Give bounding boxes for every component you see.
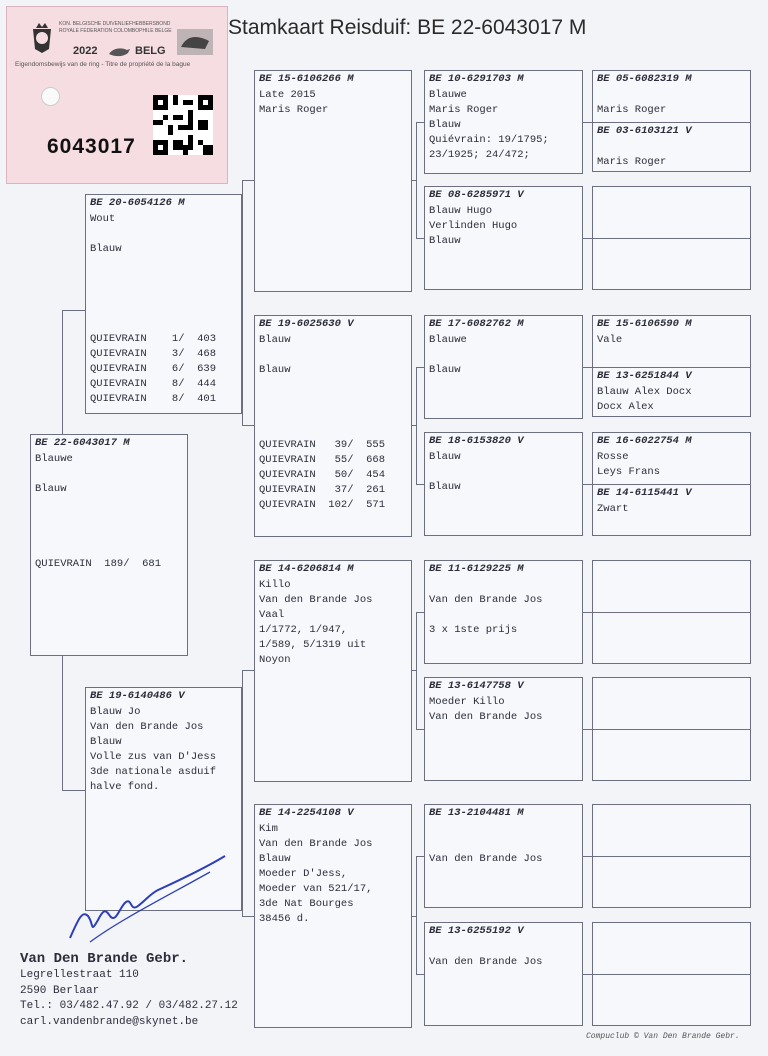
- info-line: QUIEVRAIN 55/ 668: [259, 454, 386, 466]
- ring-number: BE 16-6022754 M: [597, 435, 692, 447]
- pedigree-box-mm: [254, 804, 412, 1028]
- pedigree-box-g5-1: [592, 70, 751, 172]
- info-line: [425, 837, 582, 852]
- info-line: 1/589, 5/1319 uit: [259, 639, 367, 651]
- info-line: Blauw: [90, 736, 122, 748]
- info-line: Blauw: [429, 235, 461, 247]
- info-line: QUIEVRAIN 3/ 468: [90, 348, 217, 360]
- ring-number: BE 19-6025630 V: [259, 318, 354, 330]
- info-line: [255, 423, 411, 438]
- info-line: QUIEVRAIN 189/ 681: [35, 558, 162, 570]
- pigeon-info: [425, 204, 582, 249]
- info-line: Maris Roger: [597, 156, 667, 168]
- info-line: Leys Frans: [597, 466, 661, 478]
- ring-country: BELG: [135, 45, 166, 57]
- ring-number: BE 19-6140486 V: [90, 690, 185, 702]
- pedigree-box-g5-3: [592, 315, 751, 417]
- ring-number: BE 08-6285971 V: [429, 189, 524, 201]
- pedigree-box-mmm: [424, 922, 583, 1026]
- qr-code: [153, 95, 213, 155]
- info-line: [86, 302, 241, 317]
- info-line: Maris Roger: [259, 104, 329, 116]
- info-line: Van den Brande Jos: [259, 838, 373, 850]
- info-line: Van den Brande Jos: [259, 594, 373, 606]
- ring-number: BE 05-6082319 M: [597, 73, 692, 85]
- pedigree-box-ffm: [424, 186, 583, 290]
- pigeons-emblem: [175, 27, 215, 57]
- info-line: [593, 88, 750, 103]
- pedigree-box-mmf: [424, 804, 583, 908]
- info-line: Blauw: [259, 334, 291, 346]
- info-line: Quiévrain: 19/1795;: [429, 134, 549, 146]
- info-line: Wout: [90, 213, 116, 225]
- ring-certificate: [6, 6, 228, 184]
- pigeon-info: [425, 695, 582, 725]
- info-line: Blauw: [429, 451, 461, 463]
- info-line: [86, 227, 241, 242]
- info-line: [593, 140, 750, 155]
- info-line: QUIEVRAIN 8/ 401: [90, 393, 217, 405]
- info-line: 3de nationale asduif: [90, 766, 217, 778]
- pigeon-info: [593, 333, 750, 348]
- pigeon-icon: [107, 45, 131, 59]
- owner-phone: Tel.: 03/482.47.92 / 03/482.27.12: [20, 1000, 238, 1012]
- ring-year: 2022: [73, 45, 98, 57]
- footer-credit: Compuclub © Van Den Brande Gebr.: [586, 1032, 740, 1041]
- info-line: [425, 348, 582, 363]
- pedigree-box-mfm: [424, 677, 583, 781]
- info-line: Blauw Hugo: [429, 205, 493, 217]
- info-line: Verlinden Hugo: [429, 220, 518, 232]
- pigeon-info: [593, 140, 750, 170]
- pedigree-box-g5-5: [592, 560, 751, 664]
- federation-nl: KON. BELGISCHE DUIVENLIEFHEBBERSBOND: [59, 21, 171, 27]
- pigeon-info: [593, 88, 750, 118]
- pedigree-box-father: [85, 194, 242, 414]
- info-line: Blauw: [259, 364, 291, 376]
- pedigree-box-subject: [30, 434, 188, 656]
- ring-number: BE 14-2254108 V: [259, 807, 354, 819]
- pigeon-info: [255, 88, 411, 118]
- info-line: [31, 512, 187, 527]
- federation-fr: ROYALE FEDERATION COLOMBOPHILE BELGE: [59, 28, 172, 34]
- info-line: [255, 378, 411, 393]
- owner-email: carl.vandenbrande@skynet.be: [20, 1015, 199, 1028]
- info-line: Blauwe: [429, 89, 467, 101]
- info-line: [425, 822, 582, 837]
- ring-number: BE 14-6115441 V: [597, 487, 692, 499]
- info-line: Blauw: [259, 853, 291, 865]
- info-line: [86, 287, 241, 302]
- ring-caption: Eigendomsbewijs van de ring - Titre de propriété de la bague: [15, 61, 191, 68]
- ring-number: BE 15-6106590 M: [597, 318, 692, 330]
- owner-city: 2590 Berlaar: [20, 984, 100, 997]
- info-line: Van den Brande Jos: [429, 956, 543, 968]
- info-line: [255, 408, 411, 423]
- ring-number: BE 20-6054126 M: [90, 197, 185, 209]
- pigeon-info: [255, 822, 411, 927]
- owner-name: Van Den Brande Gebr.: [20, 951, 189, 967]
- pigeon-info: [425, 578, 582, 638]
- info-line: Vale: [597, 334, 623, 346]
- info-line: Moeder van 521/17,: [259, 883, 373, 895]
- info-line: Moeder Killo: [429, 696, 505, 708]
- federation-logo: [29, 21, 55, 55]
- info-line: [425, 578, 582, 593]
- info-line: Blauw Jo: [90, 706, 141, 718]
- info-line: QUIEVRAIN 37/ 261: [259, 484, 386, 496]
- info-line: Killo: [259, 579, 291, 591]
- pedigree-box-ff: [254, 70, 412, 292]
- info-line: QUIEVRAIN 102/ 571: [259, 499, 386, 511]
- info-line: Vaal: [259, 609, 285, 621]
- pedigree-box-g5-6: [592, 677, 751, 781]
- pedigree-box-fmm: [424, 432, 583, 536]
- info-line: [86, 257, 241, 272]
- ring-number: BE 18-6153820 V: [429, 435, 524, 447]
- info-line: Maris Roger: [597, 104, 667, 116]
- pedigree-box-g5-7: [592, 804, 751, 908]
- info-line: Maris Roger: [429, 104, 499, 116]
- info-line: [31, 527, 187, 542]
- pigeon-info: [593, 450, 750, 480]
- pedigree-box-mf: [254, 560, 412, 782]
- pedigree-box-g5-4: [592, 432, 751, 536]
- ring-number: BE 13-6147758 V: [429, 680, 524, 692]
- info-line: [425, 608, 582, 623]
- pigeon-info: [425, 333, 582, 378]
- ring-number: BE 13-6251844 V: [597, 370, 692, 382]
- info-line: 1/1772, 1/947,: [259, 624, 348, 636]
- info-line: Blauw: [429, 119, 461, 131]
- info-line: Van den Brande Jos: [429, 711, 543, 723]
- info-line: Van den Brande Jos: [429, 594, 543, 606]
- info-line: [31, 467, 187, 482]
- info-line: [425, 465, 582, 480]
- ring-number: BE 14-6206814 M: [259, 563, 354, 575]
- info-line: QUIEVRAIN 50/ 454: [259, 469, 386, 481]
- info-line: [255, 348, 411, 363]
- info-line: Blauw Alex Docx: [597, 386, 692, 398]
- info-line: Rosse: [597, 451, 629, 463]
- info-line: Blauw: [90, 243, 122, 255]
- info-line: Kim: [259, 823, 278, 835]
- info-line: QUIEVRAIN 1/ 403: [90, 333, 217, 345]
- owner-address: [20, 950, 238, 1030]
- info-line: Late 2015: [259, 89, 316, 101]
- info-line: Van den Brande Jos: [90, 721, 204, 733]
- info-line: [31, 497, 187, 512]
- ring-number: 6043017: [47, 135, 136, 158]
- ring-number: BE 10-6291703 M: [429, 73, 524, 85]
- ring-number: BE 22-6043017 M: [35, 437, 130, 449]
- pigeon-info: [593, 502, 750, 517]
- info-line: Docx Alex: [597, 401, 654, 413]
- info-line: [86, 317, 241, 332]
- info-line: [31, 542, 187, 557]
- page-title: Stamkaart Reisduif: BE 22-6043017 M: [228, 16, 587, 39]
- ring-number: BE 11-6129225 M: [429, 563, 524, 575]
- info-line: 3de Nat Bourges: [259, 898, 354, 910]
- owner-street: Legrellestraat 110: [20, 969, 139, 981]
- info-line: [425, 940, 582, 955]
- pigeon-info: [425, 88, 582, 163]
- pigeon-info: [593, 385, 750, 415]
- pigeon-info: [86, 212, 241, 407]
- ring-number: BE 17-6082762 M: [429, 318, 524, 330]
- info-line: [255, 393, 411, 408]
- ring-number: BE 13-6255192 V: [429, 925, 524, 937]
- info-line: halve fond.: [90, 781, 160, 793]
- pedigree-box-fmf: [424, 315, 583, 419]
- pedigree-box-mff: [424, 560, 583, 664]
- pigeon-info: [255, 333, 411, 513]
- pedigree-box-fm: [254, 315, 412, 537]
- info-line: QUIEVRAIN 6/ 639: [90, 363, 217, 375]
- info-line: Volle zus van D'Jess: [90, 751, 217, 763]
- signature: [60, 850, 230, 950]
- info-line: Blauwe: [429, 334, 467, 346]
- info-line: Zwart: [597, 503, 629, 515]
- info-line: Van den Brande Jos: [429, 853, 543, 865]
- pigeon-info: [86, 705, 241, 795]
- pedigree-box-g5-8: [592, 922, 751, 1026]
- info-line: Moeder D'Jess,: [259, 868, 348, 880]
- info-line: Blauw: [35, 483, 67, 495]
- pedigree-box-g5-2: [592, 186, 751, 290]
- pigeon-info: [31, 452, 187, 572]
- info-line: Blauw: [429, 481, 461, 493]
- pigeon-info: [425, 822, 582, 867]
- info-line: 23/1925; 24/472;: [429, 149, 530, 161]
- pedigree-box-fff: [424, 70, 583, 174]
- info-line: Blauw: [429, 364, 461, 376]
- ring-number: BE 03-6103121 V: [597, 125, 692, 137]
- info-line: 3 x 1ste prijs: [429, 624, 518, 636]
- info-line: Noyon: [259, 654, 291, 666]
- info-line: QUIEVRAIN 39/ 555: [259, 439, 386, 451]
- ring-number: BE 13-2104481 M: [429, 807, 524, 819]
- card-hole: [41, 87, 60, 106]
- pigeon-info: [425, 940, 582, 970]
- ring-number: BE 15-6106266 M: [259, 73, 354, 85]
- pigeon-info: [425, 450, 582, 495]
- info-line: [86, 272, 241, 287]
- info-line: 38456 d.: [259, 913, 310, 925]
- info-line: QUIEVRAIN 8/ 444: [90, 378, 217, 390]
- pigeon-info: [255, 578, 411, 668]
- info-line: Blauwe: [35, 453, 73, 465]
